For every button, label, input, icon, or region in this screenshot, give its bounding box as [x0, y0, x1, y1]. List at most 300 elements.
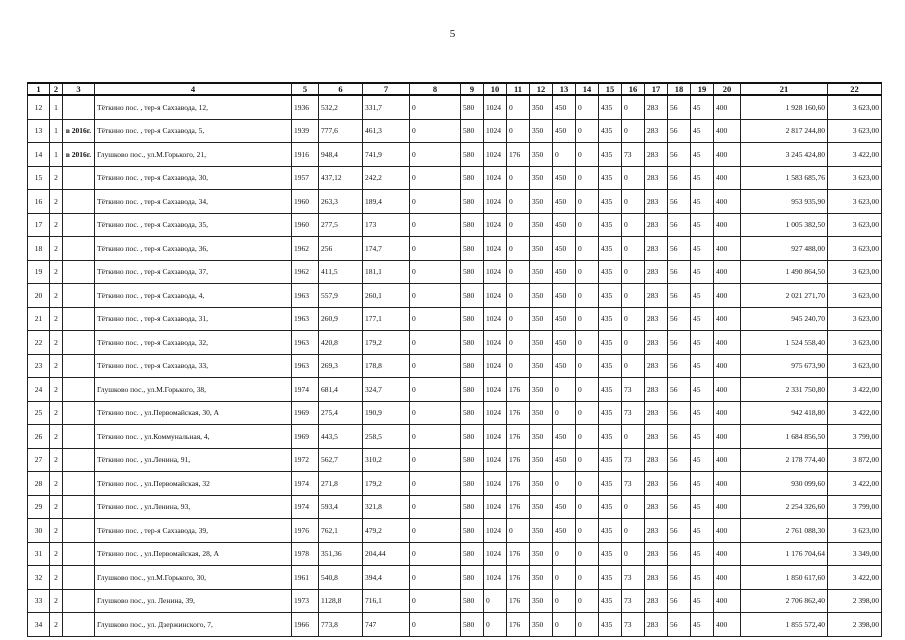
table-cell: 283: [645, 448, 668, 472]
table-cell: 0: [576, 542, 599, 566]
table-cell: 56: [668, 401, 691, 425]
column-header: 6: [319, 83, 363, 95]
table-cell: 1916: [292, 143, 319, 167]
table-cell: 0: [410, 307, 461, 331]
table-cell: 435: [599, 613, 622, 637]
table-row: [28, 566, 882, 590]
table-cell: 2: [50, 495, 63, 519]
table-cell: 1: [50, 143, 63, 167]
table-cell: 350: [530, 354, 553, 378]
table-cell: 15: [28, 166, 50, 190]
table-cell: 2: [50, 519, 63, 543]
table-cell: 45: [691, 95, 714, 119]
table-cell: 0: [622, 213, 645, 237]
table-cell: [63, 589, 95, 613]
table-row: [28, 260, 882, 284]
data-table: [27, 82, 882, 637]
table-cell: 3 422,00: [828, 378, 882, 402]
table-cell: 21: [28, 307, 50, 331]
table-cell: 0: [576, 260, 599, 284]
table-cell: 3 623,00: [828, 166, 882, 190]
table-row: [28, 143, 882, 167]
table-cell: 283: [645, 566, 668, 590]
table-cell: 350: [530, 425, 553, 449]
table-cell: 56: [668, 190, 691, 214]
table-cell: 3 623,00: [828, 119, 882, 143]
table-cell: 2: [50, 284, 63, 308]
table-cell: 1024: [484, 378, 507, 402]
table-cell: 2 398,00: [828, 589, 882, 613]
table-cell: 1963: [292, 354, 319, 378]
table-cell: 283: [645, 613, 668, 637]
table-cell: 176: [507, 472, 530, 496]
table-cell: 1 684 856,50: [741, 425, 828, 449]
table-cell: 450: [553, 119, 576, 143]
table-cell: 73: [622, 448, 645, 472]
table-cell: 283: [645, 213, 668, 237]
table-cell: 580: [461, 354, 484, 378]
table-cell: 2 254 326,60: [741, 495, 828, 519]
table-cell: 435: [599, 566, 622, 590]
table-cell: 1957: [292, 166, 319, 190]
table-cell: 400: [714, 566, 741, 590]
table-cell: [63, 354, 95, 378]
table-cell: 0: [576, 354, 599, 378]
table-cell: 0: [622, 425, 645, 449]
table-cell: 437,12: [319, 166, 363, 190]
column-header: 1: [28, 83, 50, 95]
table-cell: 0: [622, 237, 645, 261]
table-cell: 0: [410, 143, 461, 167]
table-cell: 975 673,90: [741, 354, 828, 378]
column-header: 5: [292, 83, 319, 95]
table-cell: 450: [553, 495, 576, 519]
column-header: 19: [691, 83, 714, 95]
table-cell: 1961: [292, 566, 319, 590]
table-cell: 45: [691, 566, 714, 590]
table-cell: 562,7: [319, 448, 363, 472]
table-cell: 2: [50, 566, 63, 590]
table-cell: 435: [599, 519, 622, 543]
table-cell: 580: [461, 378, 484, 402]
table-cell: 420,8: [319, 331, 363, 355]
table-cell: Тёткино пос. , тер-я Сахзавода, 37,: [95, 260, 292, 284]
table-cell: 271,8: [319, 472, 363, 496]
table-cell: 324,7: [363, 378, 410, 402]
table-cell: 0: [553, 401, 576, 425]
table-cell: 3 799,00: [828, 495, 882, 519]
table-cell: 435: [599, 213, 622, 237]
table-cell: 204,44: [363, 542, 410, 566]
table-cell: 942 418,80: [741, 401, 828, 425]
table-cell: 176: [507, 613, 530, 637]
table-cell: Тёткино пос. , ул.Ленина, 93,: [95, 495, 292, 519]
table-cell: 0: [553, 589, 576, 613]
table-cell: Тёткино пос. , тер-я Сахзавода, 30,: [95, 166, 292, 190]
table-cell: 189,4: [363, 190, 410, 214]
table-cell: 0: [484, 589, 507, 613]
table-cell: 73: [622, 589, 645, 613]
table-cell: 580: [461, 190, 484, 214]
table-cell: 930 099,60: [741, 472, 828, 496]
table-cell: 3 623,00: [828, 307, 882, 331]
table-cell: 747: [363, 613, 410, 637]
table-cell: 450: [553, 307, 576, 331]
table-cell: 32: [28, 566, 50, 590]
table-cell: 400: [714, 95, 741, 119]
table-cell: 580: [461, 448, 484, 472]
table-cell: 1024: [484, 354, 507, 378]
table-cell: 0: [484, 613, 507, 637]
table-cell: 30: [28, 519, 50, 543]
table-row: [28, 472, 882, 496]
table-cell: 0: [553, 566, 576, 590]
table-cell: 1969: [292, 401, 319, 425]
table-cell: 176: [507, 425, 530, 449]
table-cell: 0: [507, 95, 530, 119]
table-cell: 0: [622, 284, 645, 308]
table-cell: 435: [599, 95, 622, 119]
table-cell: 2: [50, 448, 63, 472]
table-cell: 181,1: [363, 260, 410, 284]
table-cell: 0: [410, 166, 461, 190]
table-cell: 0: [576, 566, 599, 590]
table-cell: 45: [691, 401, 714, 425]
column-header: 16: [622, 83, 645, 95]
table-cell: 2: [50, 260, 63, 284]
table-cell: 1974: [292, 378, 319, 402]
table-cell: 3 623,00: [828, 260, 882, 284]
table-cell: 176: [507, 589, 530, 613]
table-cell: 0: [410, 519, 461, 543]
table-row: [28, 213, 882, 237]
table-cell: 0: [507, 190, 530, 214]
table-cell: 0: [576, 213, 599, 237]
table-cell: 0: [576, 190, 599, 214]
table-cell: 350: [530, 166, 553, 190]
table-cell: 0: [622, 260, 645, 284]
table-cell: 3 422,00: [828, 566, 882, 590]
table-row: [28, 448, 882, 472]
table-cell: 435: [599, 284, 622, 308]
table-cell: 331,7: [363, 95, 410, 119]
table-cell: 1: [50, 95, 63, 119]
table-cell: 435: [599, 448, 622, 472]
table-cell: 56: [668, 284, 691, 308]
table-cell: 400: [714, 166, 741, 190]
table-cell: 0: [576, 331, 599, 355]
column-header: 18: [668, 83, 691, 95]
table-cell: 34: [28, 613, 50, 637]
table-cell: 580: [461, 566, 484, 590]
table-cell: 0: [576, 613, 599, 637]
table-cell: Тёткино пос. , тер-я Сахзавода, 32,: [95, 331, 292, 355]
table-cell: 2 761 088,30: [741, 519, 828, 543]
table-cell: 350: [530, 260, 553, 284]
table-cell: 450: [553, 284, 576, 308]
table-cell: 45: [691, 542, 714, 566]
table-cell: [63, 425, 95, 449]
table-cell: 2: [50, 331, 63, 355]
table-cell: 27: [28, 448, 50, 472]
table-cell: 3 623,00: [828, 190, 882, 214]
table-cell: 1024: [484, 260, 507, 284]
table-cell: Тёткино пос. , тер-я Сахзавода, 39,: [95, 519, 292, 543]
table-cell: 3 623,00: [828, 213, 882, 237]
table-cell: 1024: [484, 284, 507, 308]
table-cell: 0: [410, 495, 461, 519]
table-cell: 0: [576, 95, 599, 119]
table-cell: 176: [507, 143, 530, 167]
table-cell: 593,4: [319, 495, 363, 519]
table-cell: 435: [599, 119, 622, 143]
table-cell: 350: [530, 284, 553, 308]
table-cell: 580: [461, 542, 484, 566]
table-cell: 400: [714, 495, 741, 519]
table-cell: 400: [714, 378, 741, 402]
column-header: 11: [507, 83, 530, 95]
table-cell: 56: [668, 519, 691, 543]
table-cell: 350: [530, 95, 553, 119]
table-cell: 557,9: [319, 284, 363, 308]
table-cell: [63, 448, 95, 472]
table-cell: 0: [507, 213, 530, 237]
table-cell: 283: [645, 190, 668, 214]
table-cell: 1128,8: [319, 589, 363, 613]
table-cell: 1024: [484, 472, 507, 496]
table-cell: 0: [507, 307, 530, 331]
table-cell: 2: [50, 401, 63, 425]
table-cell: [63, 237, 95, 261]
table-cell: 540,8: [319, 566, 363, 590]
table-cell: 0: [553, 143, 576, 167]
table-cell: 580: [461, 472, 484, 496]
table-cell: 283: [645, 143, 668, 167]
table-cell: 0: [410, 401, 461, 425]
table-cell: Глушково пос., ул. Ленина, 39,: [95, 589, 292, 613]
table-cell: 450: [553, 95, 576, 119]
table-cell: 178,8: [363, 354, 410, 378]
table-cell: 56: [668, 307, 691, 331]
table-cell: 350: [530, 331, 553, 355]
table-cell: 29: [28, 495, 50, 519]
table-cell: 24: [28, 378, 50, 402]
table-cell: [63, 284, 95, 308]
table-cell: 2 398,00: [828, 613, 882, 637]
table-cell: 3 623,00: [828, 519, 882, 543]
column-header: 22: [828, 83, 882, 95]
table-cell: 532,2: [319, 95, 363, 119]
table-cell: 0: [410, 472, 461, 496]
table-cell: 2: [50, 589, 63, 613]
table-cell: 45: [691, 331, 714, 355]
column-header: 7: [363, 83, 410, 95]
table-cell: 283: [645, 589, 668, 613]
table-cell: 580: [461, 307, 484, 331]
table-cell: 263,3: [319, 190, 363, 214]
table-cell: 400: [714, 237, 741, 261]
table-cell: [63, 495, 95, 519]
table-cell: 400: [714, 448, 741, 472]
table-cell: 0: [622, 331, 645, 355]
table-cell: 283: [645, 95, 668, 119]
table-cell: 73: [622, 566, 645, 590]
table-cell: 1974: [292, 472, 319, 496]
table-cell: 1024: [484, 401, 507, 425]
table-cell: 435: [599, 166, 622, 190]
table-cell: 0: [410, 260, 461, 284]
table-cell: 400: [714, 589, 741, 613]
table-cell: 45: [691, 448, 714, 472]
table-cell: 0: [410, 213, 461, 237]
table-cell: 16: [28, 190, 50, 214]
table-cell: 56: [668, 542, 691, 566]
table-cell: 1 855 572,40: [741, 613, 828, 637]
table-cell: 1024: [484, 566, 507, 590]
table-cell: 350: [530, 378, 553, 402]
table-cell: Тёткино пос. , ул.Ленина, 91,: [95, 448, 292, 472]
table-cell: Тёткино пос. , ул.Коммунальная, 4,: [95, 425, 292, 449]
table-cell: [63, 472, 95, 496]
table-cell: 0: [576, 237, 599, 261]
table-cell: 948,4: [319, 143, 363, 167]
table-cell: 350: [530, 495, 553, 519]
table-row: [28, 401, 882, 425]
table-cell: 1 176 704,64: [741, 542, 828, 566]
table-row: [28, 542, 882, 566]
table-row: [28, 307, 882, 331]
table-cell: 1963: [292, 307, 319, 331]
table-cell: 2 706 862,40: [741, 589, 828, 613]
table-cell: 0: [622, 95, 645, 119]
table-cell: [63, 331, 95, 355]
table-cell: 174,7: [363, 237, 410, 261]
column-header: 17: [645, 83, 668, 95]
table-cell: 350: [530, 589, 553, 613]
table-cell: 45: [691, 166, 714, 190]
table-cell: 3 623,00: [828, 284, 882, 308]
table-cell: 173: [363, 213, 410, 237]
table-cell: 1966: [292, 613, 319, 637]
table-cell: 1939: [292, 119, 319, 143]
table-cell: 26: [28, 425, 50, 449]
table-cell: 18: [28, 237, 50, 261]
table-cell: 2: [50, 237, 63, 261]
table-cell: 350: [530, 237, 553, 261]
column-header: 20: [714, 83, 741, 95]
column-header: 12: [530, 83, 553, 95]
table-cell: [63, 95, 95, 119]
table-cell: 1024: [484, 307, 507, 331]
table-cell: 283: [645, 307, 668, 331]
table-cell: 580: [461, 143, 484, 167]
table-cell: 350: [530, 119, 553, 143]
table-cell: 1969: [292, 425, 319, 449]
table-cell: Глушково пос., ул.М.Горького, 38,: [95, 378, 292, 402]
column-header: 10: [484, 83, 507, 95]
table-cell: 443,5: [319, 425, 363, 449]
table-cell: 435: [599, 237, 622, 261]
table-cell: 45: [691, 519, 714, 543]
table-cell: 179,2: [363, 331, 410, 355]
table-cell: 0: [410, 448, 461, 472]
table-cell: 435: [599, 401, 622, 425]
table-cell: 73: [622, 613, 645, 637]
table-cell: 435: [599, 331, 622, 355]
table-cell: 350: [530, 143, 553, 167]
table-cell: 23: [28, 354, 50, 378]
table-cell: 283: [645, 354, 668, 378]
table-cell: 1 583 685,76: [741, 166, 828, 190]
table-cell: 580: [461, 95, 484, 119]
table-cell: 0: [622, 354, 645, 378]
table-cell: [63, 542, 95, 566]
table-cell: 283: [645, 284, 668, 308]
table-cell: 450: [553, 166, 576, 190]
table-cell: 450: [553, 519, 576, 543]
table-cell: 450: [553, 237, 576, 261]
table-cell: 283: [645, 166, 668, 190]
table-cell: 450: [553, 213, 576, 237]
table-cell: 580: [461, 119, 484, 143]
table-cell: 0: [507, 354, 530, 378]
table-cell: 1974: [292, 495, 319, 519]
table-cell: 0: [410, 378, 461, 402]
table-cell: 0: [507, 284, 530, 308]
table-cell: 1024: [484, 213, 507, 237]
table-row: [28, 190, 882, 214]
table-cell: 350: [530, 472, 553, 496]
table-cell: 0: [507, 119, 530, 143]
table-cell: 1024: [484, 519, 507, 543]
table-cell: 56: [668, 378, 691, 402]
table-cell: 1972: [292, 448, 319, 472]
table-cell: 400: [714, 213, 741, 237]
column-header: 8: [410, 83, 461, 95]
table-cell: 3 245 424,80: [741, 143, 828, 167]
table-cell: 394,4: [363, 566, 410, 590]
column-header: 15: [599, 83, 622, 95]
table-cell: Тёткино пос. , тер-я Сахзавода, 31,: [95, 307, 292, 331]
table-cell: 33: [28, 589, 50, 613]
table-cell: 45: [691, 213, 714, 237]
table-cell: 0: [410, 566, 461, 590]
table-cell: 0: [576, 166, 599, 190]
table-cell: 580: [461, 284, 484, 308]
table-cell: 277,5: [319, 213, 363, 237]
table-cell: 411,5: [319, 260, 363, 284]
table-cell: 400: [714, 143, 741, 167]
table-cell: 45: [691, 307, 714, 331]
table-cell: 435: [599, 307, 622, 331]
table-cell: 1024: [484, 237, 507, 261]
table-row: [28, 119, 882, 143]
table-cell: 20: [28, 284, 50, 308]
table-cell: 435: [599, 425, 622, 449]
table-cell: 283: [645, 331, 668, 355]
table-cell: 350: [530, 519, 553, 543]
table-cell: в 2016г.: [63, 119, 95, 143]
table-cell: 0: [553, 472, 576, 496]
table-cell: 45: [691, 143, 714, 167]
table-cell: 45: [691, 378, 714, 402]
table-cell: 45: [691, 190, 714, 214]
table-cell: 1963: [292, 331, 319, 355]
table-cell: 45: [691, 495, 714, 519]
table-cell: 350: [530, 448, 553, 472]
table-cell: 0: [553, 542, 576, 566]
table-cell: 1024: [484, 495, 507, 519]
